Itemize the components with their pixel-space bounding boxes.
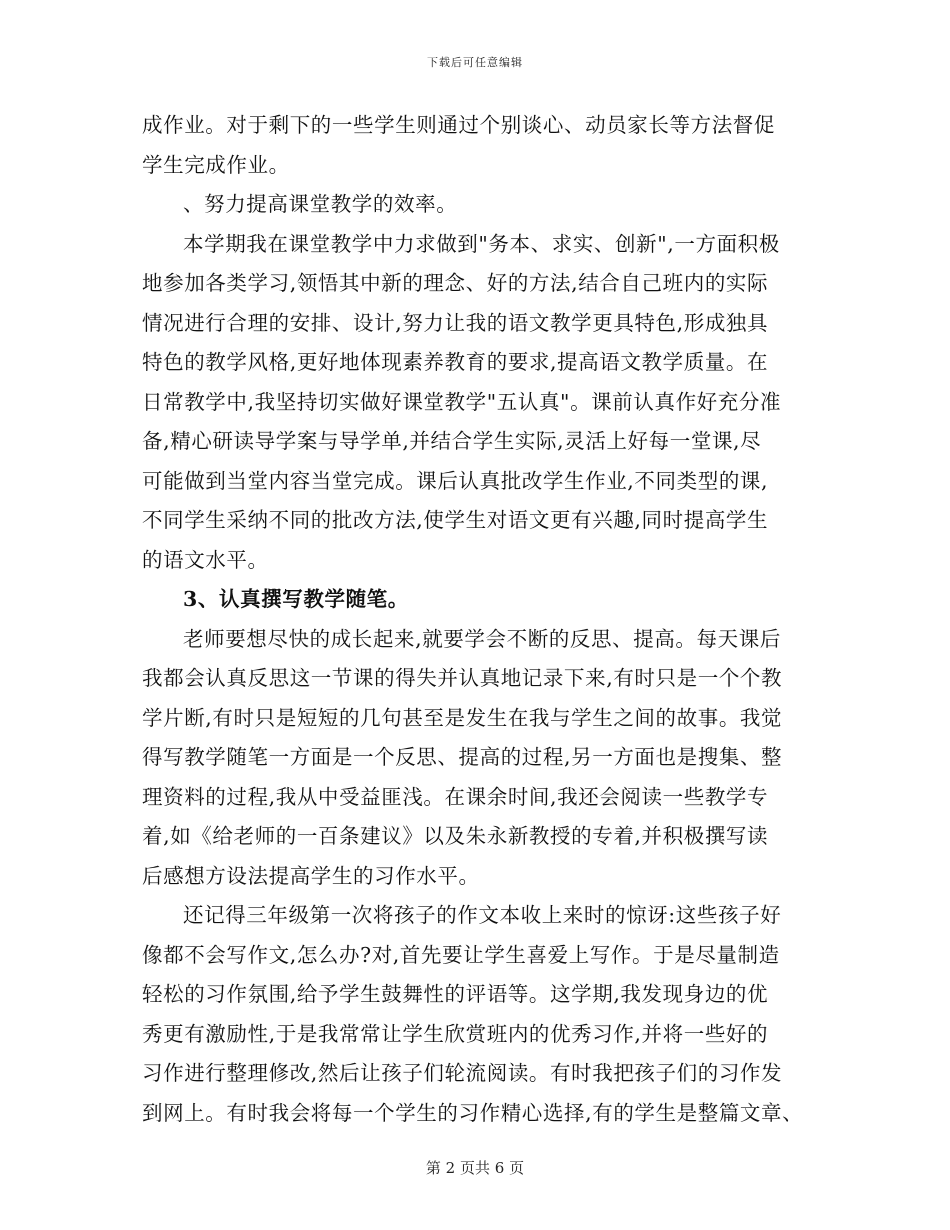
text-line: 秀更有激励性,于是我常常让学生欣赏班内的优秀习作,并将一些好的 [142,1021,769,1046]
text-line: 、努力提高课堂教学的效率。 [183,192,458,216]
text-line: 特色的教学风格,更好地体现素养教育的要求,提高语文教学质量。在 [142,350,769,374]
text-line: 情况进行合理的安排、设计,努力让我的语文教学更具特色,形成独具 [142,310,769,335]
text-line: 习作进行整理修改,然后让孩子们轮流阅读。有时我把孩子们的习作发 [142,1061,783,1085]
text-line: 日常教学中,我坚持切实做好课堂教学"五认真"。课前认真作好充分准 [142,389,782,414]
text-line: 着,如《给老师的一百条建议》以及朱永新教授的专着,并积极撰写读 [142,824,769,848]
text-line: 老师要想尽快的成长起来,就要学会不断的反思、提高。每天课后 [183,626,781,651]
section-heading: 3、认真撰写教学随笔。 [183,587,409,611]
text-line: 成作业。对于剩下的一些学生则通过个别谈心、动员家长等方法督促 [142,113,775,137]
text-line: 本学期我在课堂教学中力求做到"务本、求实、创新",一方面积极 [183,231,780,256]
text-line: 后感想方设法提高学生的习作水平。 [142,863,480,888]
text-line: 还记得三年级第一次将孩子的作文本收上来时的惊讶:这些孩子好 [183,903,782,927]
text-line: 不同学生采纳不同的批改方法,使学生对语文更有兴趣,同时提高学生 [142,508,769,532]
text-line: 得写教学随笔一方面是一个反思、提高的过程,另一方面也是搜集、整 [142,745,783,769]
text-line: 轻松的习作氛围,给予学生鼓舞性的评语等。这学期,我发现身边的优 [142,982,769,1006]
text-line: 我都会认真反思这一节课的得失并认真地记录下来,有时只是一个个教 [142,666,783,690]
page-number: 第 2 页共 6 页 [425,1159,525,1177]
document-body [142,106,822,1133]
text-line: 地参加各类学习,领悟其中新的理念、好的方法,结合自己班内的实际 [142,271,769,295]
text-line: 学片断,有时只是短短的几句甚至是发生在我与学生之间的故事。我觉 [142,705,783,730]
text-line: 可能做到当堂内容当堂完成。课后认真批改学生作业,不同类型的课, [142,468,769,493]
text-line: 理资料的过程,我从中受益匪浅。在课余时间,我还会阅读一些教学专 [142,784,769,809]
text-line: 的语文水平。 [142,547,269,572]
text-line: 备,精心研读导学案与导学单,并结合学生实际,灵活上好每一堂课,尽 [142,429,762,453]
text-line: 像都不会写作文,怎么办?对,首先要让学生喜爱上写作。于是尽量制造 [142,942,780,967]
text-line: 到网上。有时我会将每一个学生的习作精心选择,有的学生是整篇文章、 [142,1100,804,1125]
page-header: 下载后可任意编辑 [427,56,523,69]
text-line: 学生完成作业。 [142,152,290,177]
